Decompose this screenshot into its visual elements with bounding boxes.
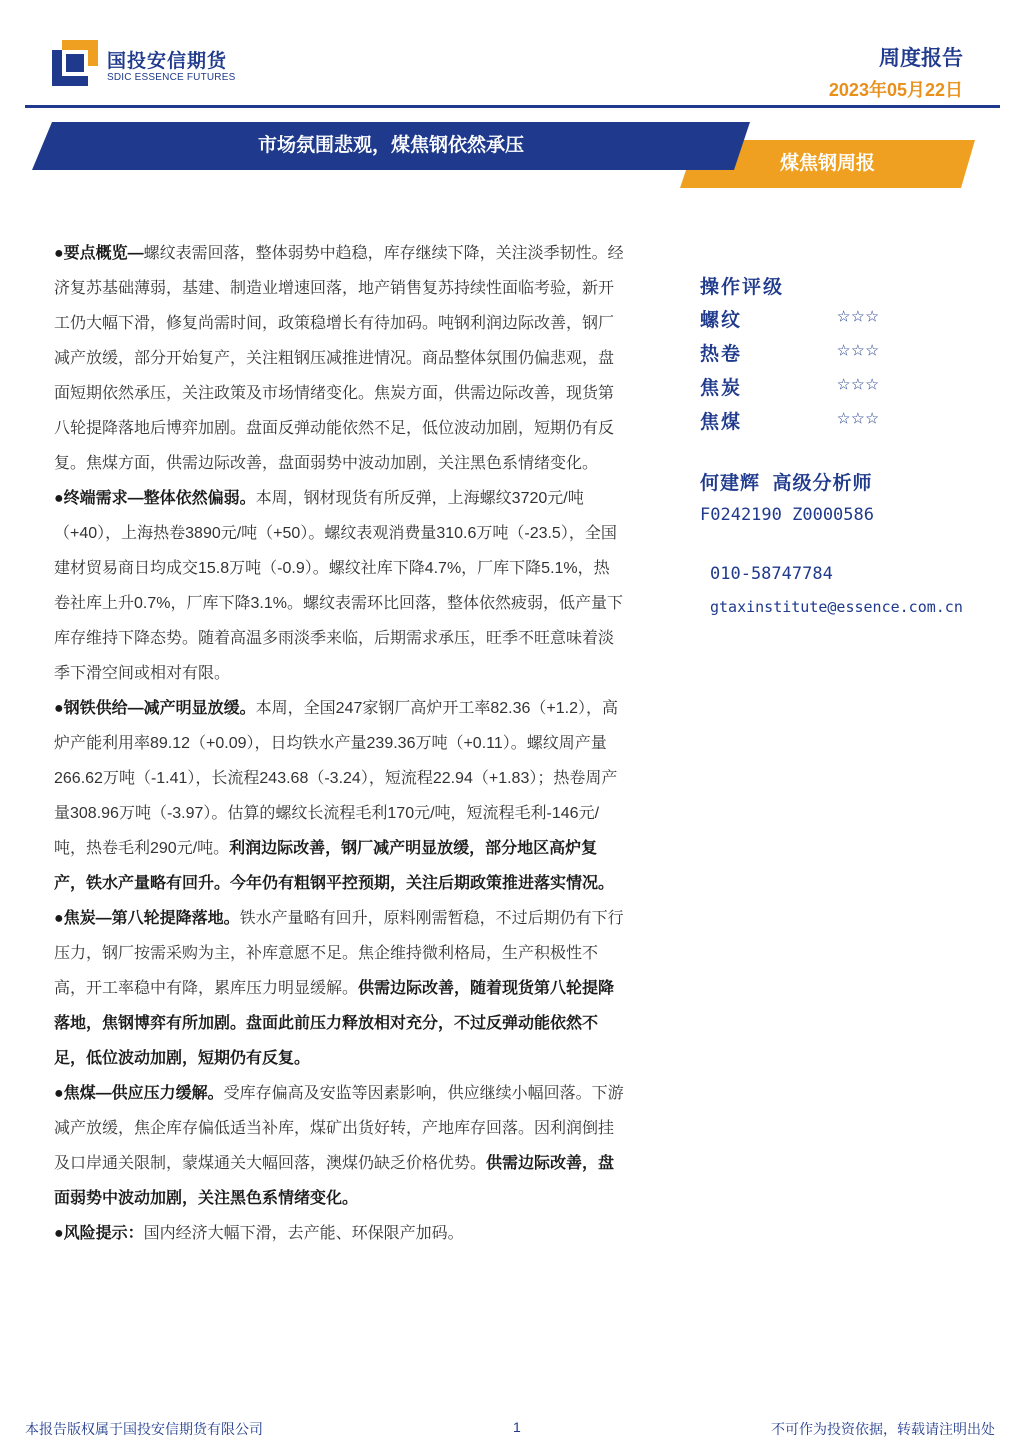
section-text: 本周，钢材现货有所反弹，上海螺纹3720元/吨（+40），上海热卷3890元/吨（+50）。螺纹表观消费量310.6万吨（-23.5），全国建材贸易商日均成交15.8万吨（-0.9）。螺纹社库下降4.7%，厂库下降5.1%，热卷社库上升0.7%，厂库下降3.1%。螺纹表需环比回落，整体依然疲弱，低产量下库存维持下降态势。随着高温多雨淡季来临，后期需求承压，旺季不旺意味着淡季下滑空间或相对有限。	[54, 490, 623, 682]
rating-product: 焦煤	[700, 411, 743, 433]
logo-english-name: SDIC ESSENCE FUTURES	[107, 72, 236, 83]
rating-product: 焦炭	[700, 377, 743, 399]
rating-list	[700, 299, 1020, 435]
rating-stars: ☆☆☆	[837, 337, 880, 362]
rating-product: 螺纹	[700, 309, 743, 331]
contact-phone: 010-58747784	[710, 564, 833, 584]
rating-row	[700, 299, 1020, 333]
section-paragraph	[54, 236, 624, 481]
section-lead: ●焦煤—供应压力缓解。	[54, 1085, 224, 1102]
column-title: 煤焦钢周报	[779, 153, 875, 174]
section-emphasis: 供需边际改善，盘面弱势中波动加剧，关注黑色系情绪变化。	[54, 1155, 615, 1207]
rating-stars: ☆☆☆	[837, 405, 880, 430]
copyright-notice: 本报告版权属于国投安信期货有限公司	[25, 1421, 263, 1437]
section-emphasis: 利润边际改善，钢厂减产明显放缓，部分地区高炉复产，铁水产量略有回升。今年仍有粗钢平控预期，关注后期政策推进落实情况。	[54, 840, 615, 892]
analyst-name: 何建辉 高级分析师	[700, 472, 873, 494]
rating-product: 热卷	[700, 343, 743, 365]
rating-row	[700, 367, 1020, 401]
headline-banner	[32, 122, 750, 172]
sidebar	[700, 272, 1020, 616]
section-paragraph	[54, 691, 624, 901]
section-text: 铁水产量略有回升，原料刚需暂稳，不过后期仍有下行压力，钢厂按需采购为主，补库意愿不足。焦企维持微利格局，生产积极性不高，开工率稳中有降，累库压力明显缓解。	[54, 910, 624, 997]
logo-mark-icon	[52, 40, 98, 86]
section-paragraph	[54, 901, 624, 1076]
report-date: 2023年05月22日	[828, 80, 963, 100]
section-emphasis: 供需边际改善，随着现货第八轮提降落地，焦钢博弈有所加剧。盘面此前压力释放相对充分，不过反弹动能依然不足，低位波动加剧，短期仍有反复。	[54, 980, 615, 1067]
section-text: 螺纹表需回落，整体弱势中趋稳，库存继续下降，关注淡季韧性。经济复苏基础薄弱，基建、制造业增速回落，地产销售复苏持续性面临考验，新开工仍大幅下滑，修复尚需时间，政策稳增长有待加码。吨钢利润边际改善，钢厂减产放缓，部分开始复产，关注粗钢压减推进情况。商品整体氛围仍偏悲观，盘面短期依然承压，关注政策及市场情绪变化。焦炭方面，供需边际改善，现货第八轮提降落地后博弈加剧。盘面反弹动能依然不足，低位波动加剧，短期仍有反复。焦煤方面，供需边际改善，盘面弱势中波动加剧，关注黑色系情绪变化。	[54, 245, 624, 472]
page-number: 1	[513, 1419, 521, 1435]
rating-stars: ☆☆☆	[837, 371, 880, 396]
header-divider	[25, 105, 1000, 108]
section-lead: ●终端需求—整体依然偏弱。	[54, 490, 256, 507]
company-logo	[52, 40, 252, 90]
section-text: 国内经济大幅下滑，去产能、环保限产加码。	[143, 1225, 464, 1242]
section-lead: ●钢铁供给—减产明显放缓。	[54, 700, 256, 717]
section-paragraph	[54, 481, 624, 691]
section-text: 本周，全国247家钢厂高炉开工率82.36（+1.2），高炉产能利用率89.12（+0.09），日均铁水产量239.36万吨（+0.11）。螺纹周产量266.62万吨（-1.41），长流程243.68（-3.24），短流程22.94（+1.83）；热卷周产量308.96万吨（-3.97）。估算的螺纹长流程毛利170元/吨，短流程毛利-146元/吨，热卷毛利290元/吨。	[54, 700, 618, 857]
headline-title: 市场氛围悲观，煤焦钢依然承压	[257, 135, 524, 156]
section-lead: ●风险提示：	[54, 1225, 144, 1242]
section-paragraph	[54, 1216, 624, 1251]
analyst-license-ids: F0242190 Z0000586	[700, 505, 874, 525]
contact-email[interactable]: gtaxinstitute@essence.com.cn	[710, 598, 963, 616]
rating-row	[700, 401, 1020, 435]
rating-stars: ☆☆☆	[837, 303, 880, 328]
logo-chinese-name: 国投安信期货	[107, 51, 228, 72]
rating-row	[700, 333, 1020, 367]
rating-title: 操作评级	[700, 276, 785, 298]
disclaimer-notice: 不可作为投资依据，转载请注明出处	[771, 1421, 995, 1437]
section-paragraph	[54, 1076, 624, 1216]
section-lead: ●要点概览—	[54, 245, 144, 262]
report-type: 周度报告	[879, 47, 963, 70]
report-body	[54, 236, 624, 1251]
section-text: 受库存偏高及安监等因素影响，供应继续小幅回落。下游减产放缓，焦企库存偏低适当补库，煤矿出货好转，产地库存回落。因利润倒挂及口岸通关限制，蒙煤通关大幅回落，澳煤仍缺乏价格优势。	[54, 1085, 624, 1172]
section-lead: ●焦炭—第八轮提降落地。	[54, 910, 240, 927]
